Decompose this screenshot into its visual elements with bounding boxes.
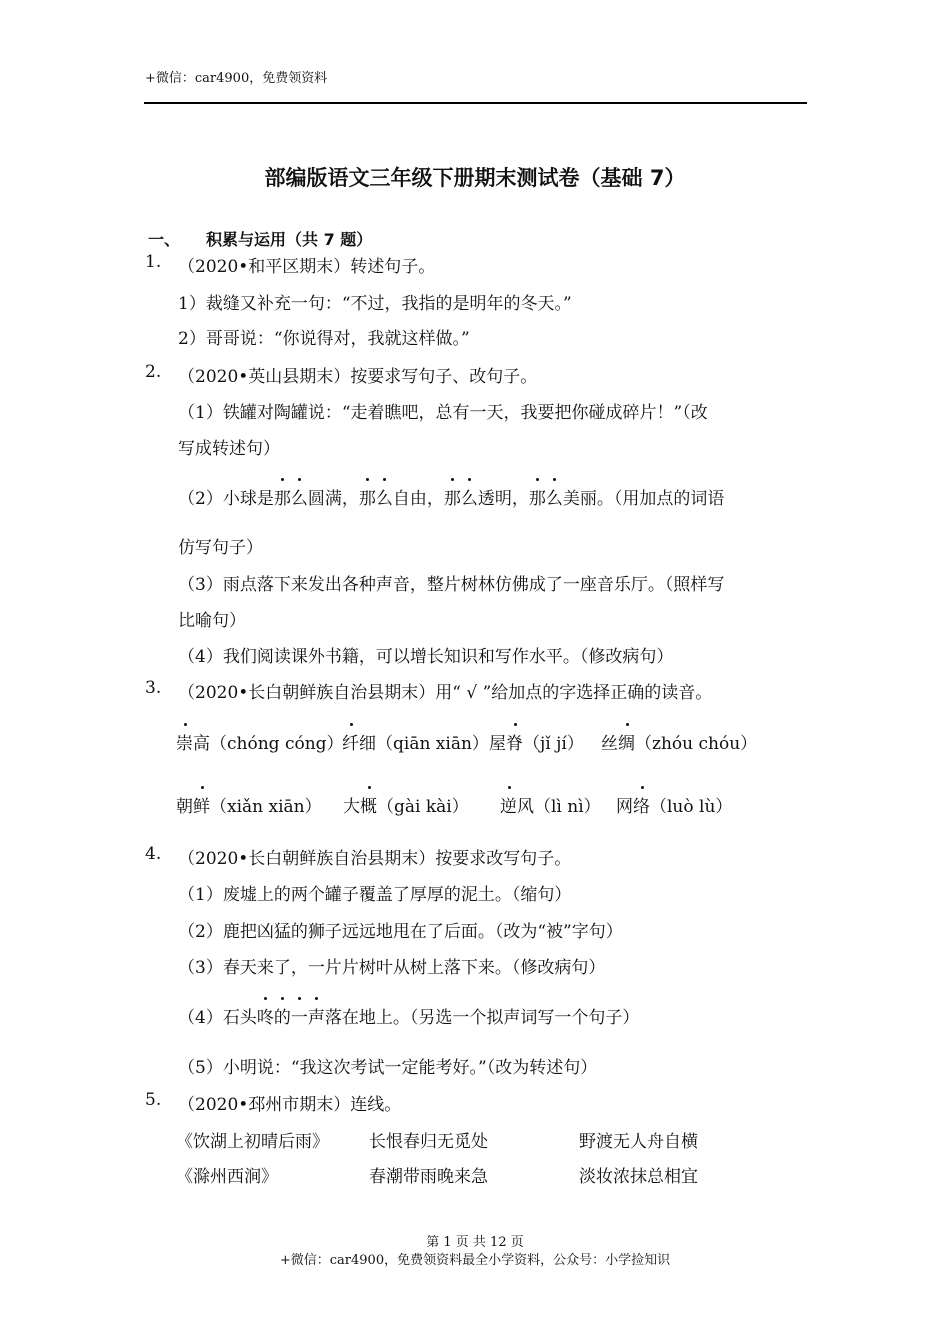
dotted-word-3: [444, 489, 478, 509]
section-name: 积累与运用（共 7 题）: [206, 230, 373, 249]
dotted-char: 络: [633, 792, 650, 817]
question-4-stem: （2020•长白朝鲜族自治县期末）按要求改写句子。: [178, 849, 572, 869]
question-3-number: 3.: [145, 678, 162, 698]
dotted-word-2: [359, 489, 393, 509]
pinyin-options: （zhóu chóu）: [635, 734, 758, 754]
question-4-item-5: （5）小明说：“我这次考试一定能考好。”（改为转述句）: [178, 1058, 598, 1078]
match-title-1: 《饮湖上初晴后雨》: [176, 1132, 329, 1152]
question-2-item-3-line-2: 比喻句）: [178, 611, 246, 631]
pinyin-options: （jǐ jí）: [523, 734, 584, 754]
pinyin-options: （xiǎn xiān）: [210, 797, 322, 817]
pinyin-choice: [343, 792, 469, 817]
dotted-char: 那: [274, 484, 291, 509]
q2-i2-part-4: 透明，: [477, 489, 529, 509]
question-5-stem: （2020•邳州市期末）连线。: [178, 1095, 402, 1115]
question-2-item-1-line-2: 写成转述句）: [178, 439, 280, 459]
pinyin-choice: [489, 729, 584, 754]
q2-i2-part-5: 美丽。（用加点的词语: [562, 489, 725, 509]
q2-i2-part-2: 圆满，: [307, 489, 359, 509]
question-4-item-4: [178, 1003, 639, 1028]
pinyin-options: （gài kài）: [377, 797, 469, 817]
question-1-number: 1.: [145, 252, 162, 272]
question-4-item-3: （3）春天来了，一片片树叶从树上落下来。（修改病句）: [178, 958, 606, 978]
char: 网: [616, 797, 633, 817]
match-line-1: 长恨春归无觅处: [369, 1132, 488, 1152]
question-3-stem: （2020•长白朝鲜族自治县期末）用“ √ ”给加点的字选择正确的读音。: [178, 683, 713, 703]
question-1-stem: （2020•和平区期末）转述句子。: [178, 257, 436, 277]
question-4-item-2: （2）鹿把凶猛的狮子远远地甩在了后面。（改为“被”字句）: [178, 922, 623, 942]
dotted-char: 那: [529, 484, 546, 509]
dotted-char: 么: [546, 484, 563, 509]
char: 丝: [601, 734, 618, 754]
dotted-char: 的: [274, 1003, 291, 1028]
question-2-item-2-continued: 仿写句子）: [178, 538, 263, 558]
section-heading: [148, 227, 372, 250]
question-5-number: 5.: [145, 1090, 162, 1110]
pinyin-options: （lì nì）: [534, 797, 601, 817]
question-2-number: 2.: [145, 362, 162, 382]
pinyin-choice: [176, 792, 322, 817]
dotted-char: 逆: [500, 792, 517, 817]
pinyin-choice: [601, 729, 757, 754]
question-1-item-2: 2）哥哥说：“你说得对，我就这样做。”: [178, 329, 470, 349]
question-1-item-1: 1）裁缝又补充一句：“不过，我指的是明年的冬天。”: [178, 294, 572, 314]
section-index: 一、: [148, 230, 181, 249]
char: 屋: [489, 734, 506, 754]
page-title: 部编版语文三年级下册期末测试卷（基础 7）: [264, 166, 686, 190]
pinyin-options: （chóng cóng）: [210, 734, 344, 754]
question-2-item-4: （4）我们阅读课外书籍，可以增长知识和写作水平。（修改病句）: [178, 647, 674, 667]
question-2-item-2: [178, 484, 724, 509]
header-divider: [144, 102, 807, 104]
char: 高: [193, 734, 210, 754]
dotted-char: 概: [360, 792, 377, 817]
pinyin-options: （luò lù）: [650, 797, 733, 817]
q4-i4-part-1: （4）石头: [178, 1008, 257, 1028]
dotted-char: 么: [461, 484, 478, 509]
pinyin-choice: [500, 792, 601, 817]
pinyin-choice: [176, 729, 344, 754]
question-4-item-1: （1）废墟上的两个罐子覆盖了厚厚的泥土。（缩句）: [178, 885, 572, 905]
dotted-char: 崇: [176, 729, 193, 754]
q2-i2-part-3: 自由，: [392, 489, 444, 509]
dotted-char: 么: [376, 484, 393, 509]
dotted-char: 声: [308, 1003, 325, 1028]
dotted-char: 那: [444, 484, 461, 509]
match-title-2: 《滁州西涧》: [176, 1167, 278, 1187]
page-number: 第 1 页 共 12 页: [426, 1235, 524, 1250]
dotted-word-4: [529, 489, 563, 509]
match-line-4: 淡妆浓抹总相宜: [579, 1167, 698, 1187]
match-line-2: 野渡无人舟自横: [579, 1132, 698, 1152]
pinyin-choice: [342, 729, 489, 754]
char: 细: [359, 734, 376, 754]
pinyin-options: （qiān xiān）: [376, 734, 489, 754]
dotted-char: 那: [359, 484, 376, 509]
question-2-stem: （2020•英山县期末）按要求写句子、改句子。: [178, 367, 538, 387]
dotted-char: 纤: [342, 729, 359, 754]
question-2-item-3-line-1: （3）雨点落下来发出各种声音，整片树林仿佛成了一座音乐厅。（照样写: [178, 575, 725, 595]
dotted-word-1: [274, 489, 308, 509]
q4-i4-part-2: 落在地上。（另选一个拟声词写一个句子）: [324, 1008, 640, 1028]
dotted-char: 绸: [618, 729, 635, 754]
dotted-char: 咚: [257, 1003, 274, 1028]
dotted-char: 一: [291, 1003, 308, 1028]
dotted-char: 鲜: [193, 792, 210, 817]
question-4-number: 4.: [145, 844, 162, 864]
char: 朝: [176, 797, 193, 817]
match-line-3: 春潮带雨晚来急: [369, 1167, 488, 1187]
footer-note: +微信：car4900，免费领资料最全小学资料，公众号：小学捡知识: [279, 1253, 671, 1268]
char: 风: [517, 797, 534, 817]
q2-i2-part-1: （2）小球是: [178, 489, 274, 509]
pinyin-choice: [616, 792, 732, 817]
char: 大: [343, 797, 360, 817]
question-2-item-1-line-1: （1）铁罐对陶罐说：“走着瞧吧，总有一天，我要把你碰成碎片！”（改: [178, 403, 708, 423]
dotted-char: 脊: [506, 729, 523, 754]
dotted-char: 么: [291, 484, 308, 509]
header-note: +微信：car4900，免费领资料: [145, 71, 328, 86]
